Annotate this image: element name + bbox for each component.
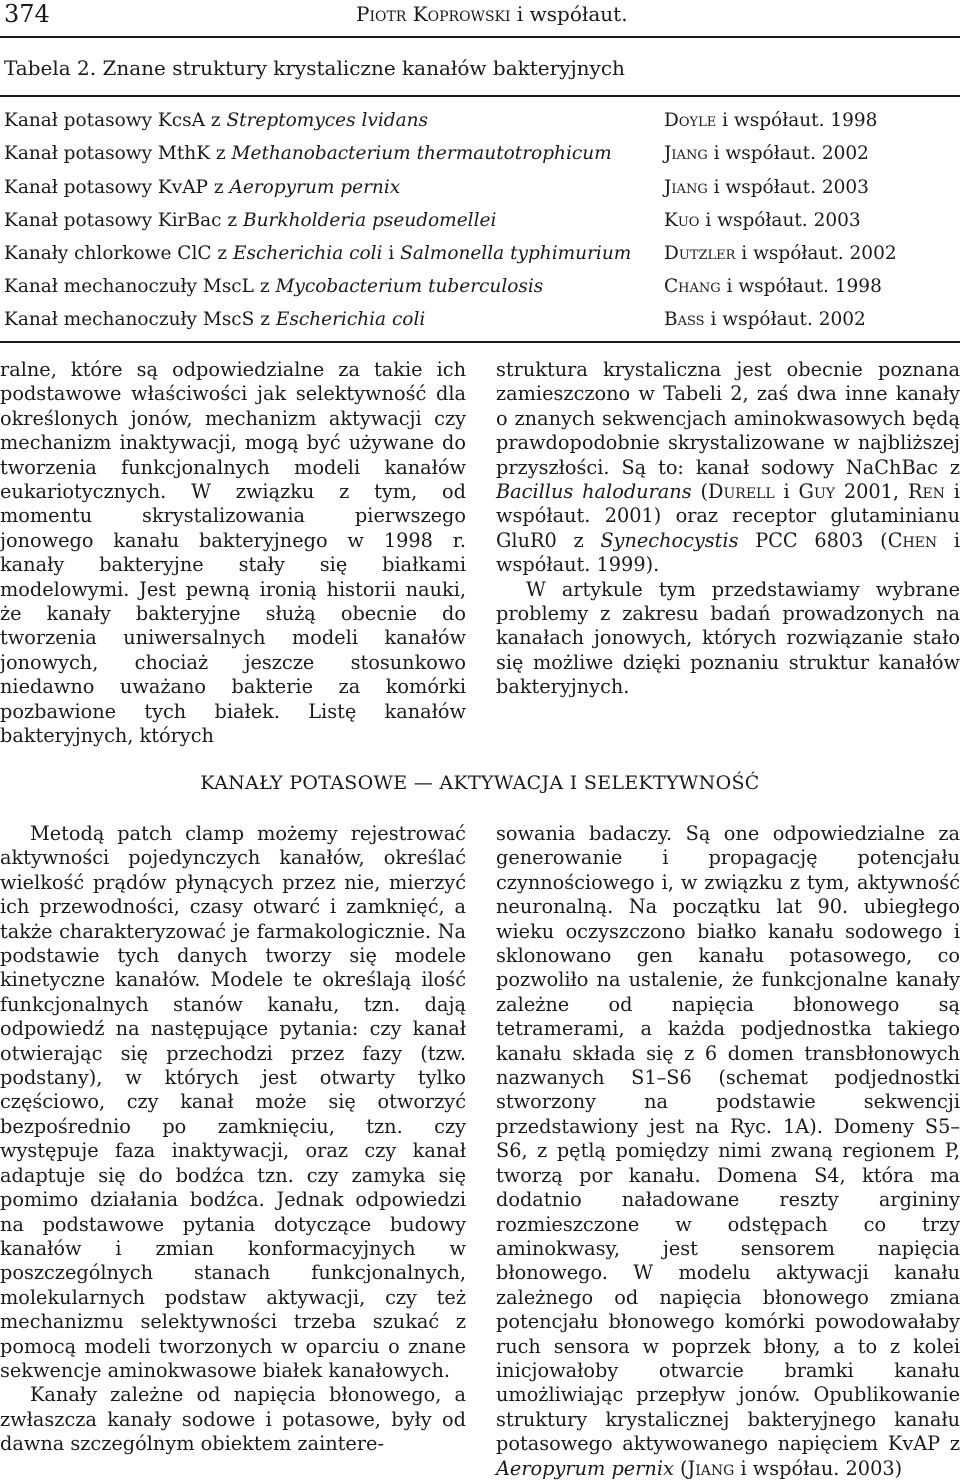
text-run: i współaut. 1999).	[496, 528, 960, 577]
species-name: Bacillus halodurans	[496, 480, 692, 504]
ref-author: Dutzler	[664, 243, 736, 264]
ref-author: Jiang	[664, 143, 708, 164]
channel-text: Kanał mechanoczuły MscL z	[4, 276, 276, 297]
species-name-second: Salmonella typhimurium	[400, 243, 632, 264]
ref-author: Jiang	[664, 177, 708, 198]
table-cell-channel	[4, 243, 631, 264]
lower-left-column	[0, 822, 466, 1457]
running-head	[356, 2, 628, 26]
ref-rest: i współaut. 2002	[735, 243, 897, 264]
text-run: i	[774, 480, 799, 504]
channel-text: Kanał potasowy KvAP z	[4, 177, 230, 198]
species-name: Aeropyrum pernix	[229, 177, 401, 198]
text-run: i współaut. 2001) oraz receptor glutaminianu GluR0 z	[496, 480, 960, 552]
ref-author: Bass	[664, 309, 705, 330]
table-cell-reference	[664, 309, 866, 330]
section-heading: KANAŁY POTASOWE — AKTYWACJA I SELEKTYWNOŚĆ	[200, 772, 760, 794]
ref-author: Durell	[708, 480, 775, 504]
table-caption: Tabela 2. Znane struktury krystaliczne kanałów bakteryjnych	[4, 56, 625, 80]
text-run: i współau. 2003)	[734, 1456, 903, 1480]
text-run: sowania badaczy. Są one odpowiedzialne za generowanie i propagację potencjału czynnościowego i, w związku z tym, aktywność neuronalną. Na początku lat 90. ubiegłego wieku oczyszczono białko kanału sodowego i sklonowano gen kanału potasowego, co pozwoliło na ustalenie, że funkcjonalne kanały zależne od napięcia błonowego są tetramerami, a każda podjednostka takiego kanału składa się z 6 domen transbłonowych nazwanych S1–S6 (schemat podjednostki stworzony na podstawie sekwencji przedstawiony jest na Ryc. 1A). Domeny S5–S6, z pętlą pomiędzy nimi zwaną regionem P, tworzą por kanału. Domena S4, która ma dodatnio naładowane reszty argininy rozmieszczone w odstępach co trzy aminokwasy, jest sensorem napięcia błonowego. W modelu aktywacji kanału zależnego od napięcia błonowego zmiana potencjału błonowego komórki powodowałaby ruch sensora w poprzek błony, a to z kolei inicjowałoby otwarcie bramki kanału umożliwiając przepływ jonów. Opublikowanie struktury krystalicznej bakteryjnego kanału potasowego aktywowanego napięciem KvAP z	[496, 822, 960, 1456]
channel-text: Kanały chlorkowe ClC z	[4, 243, 234, 264]
table-bottom-rule	[0, 341, 960, 343]
running-head-suffix: i współaut.	[510, 2, 628, 26]
text-run: PCC 6803 (	[738, 528, 888, 552]
table-cell-reference	[664, 110, 877, 131]
upper-right-column	[496, 358, 960, 700]
species-name: Mycobacterium tuberculosis	[275, 276, 544, 297]
channel-text: Kanał potasowy KirBac z	[4, 210, 243, 231]
table-top-rule	[0, 95, 960, 97]
ref-author: Chang	[664, 276, 721, 297]
ref-rest: i współaut. 2003	[707, 177, 869, 198]
ref-author: Jiang	[687, 1456, 735, 1480]
species-name: Aeropyrum pernix	[496, 1456, 674, 1480]
table-row	[4, 309, 960, 341]
table-cell-channel	[4, 110, 428, 131]
table-row	[4, 210, 960, 242]
table-cell-channel	[4, 177, 400, 198]
ref-author: Chen	[887, 528, 938, 552]
body-paragraph: Metodą patch clamp możemy rejestrować aktywności pojedynczych kanałów, określać wielkość prądów płynących przez nie, mierzyć ich przewodności, czasy otwarć i zamknięć, a także charakteryzować je farmakologicznie. Na podstawie tych danych tworzy się modele kinetyczne kanałów. Modele te określają ilość funkcjonalnych stanów kanału, tzn. dają odpowiedź na następujące pytania: czy kanał otwierając się przechodzi przez fazy (tzw. podstany), w których jest otwarty tylko częściowo, czy kanał może się otworzyć bezpośrednio po zamknięciu, tzn. czy występuje faza inaktywacji, oraz czy kanał adaptuje się do bodźca tzn. czy zamyka się pomimo działania bodźca. Jednak odpowiedzi na podstawowe pytania dotyczące budowy kanałów i zmian konformacyjnych w poszczególnych stanach funkcjonalnych, molekularnych podstaw aktywacji, czy też mechanizmu selektywności trzeba szukać z pomocą modeli tworzonych w oparciu o znane sekwencje aminokwasowe białek kanałowych.	[0, 822, 466, 1382]
running-head-author: Piotr Koprowski	[356, 2, 511, 26]
ref-author: Doyle	[664, 110, 717, 131]
lower-right-column	[496, 822, 960, 1481]
header-rule	[0, 36, 960, 38]
table-cell-reference	[664, 276, 882, 297]
page-number: 374	[4, 0, 50, 28]
ref-rest: i współaut. 1998	[720, 276, 882, 297]
text-run: 2001,	[835, 480, 908, 504]
table-cell-channel	[4, 309, 425, 330]
body-paragraph: ralne, które są odpowiedzialne za takie ich podstawowe właściwości jak selektywność dla określonych jonów, mechanizm aktywacji czy mechanizm inaktywacji, mogą być używane do tworzenia funkcjonalnych modeli kanałów eukariotycznych. W związku z tym, od momentu skrystalizowania pierwszego jonowego kanału bakteryjnego w 1998 r. kanały bakteryjne stały się białkami modelowymi. Jest pewną ironią historii nauki, że kanały bakteryjne służą obecnie do tworzenia uniwersalnych modeli kanałów jonowych, chociaż jeszcze stosunkowo niedawno uważano bakterie za komórki pozbawione tych białek. Listę kanałów bakteryjnych, których	[0, 358, 466, 748]
body-paragraph	[496, 822, 960, 1481]
species-name: Escherichia coli	[275, 309, 426, 330]
table-row	[4, 276, 960, 308]
table-cell-channel	[4, 210, 496, 231]
ref-author: Kuo	[664, 210, 700, 231]
ref-author: Guy	[798, 480, 835, 504]
body-paragraph	[496, 358, 960, 578]
species-name: Escherichia coli	[233, 243, 383, 264]
channel-text: Kanał mechanoczuły MscS z	[4, 309, 276, 330]
table-cell-reference	[664, 143, 869, 164]
species-name: Methanobacterium thermautotrophicum	[231, 143, 612, 164]
body-paragraph: Kanały zależne od napięcia błonowego, a zwłaszcza kanały sodowe i potasowe, były od dawna szczególnym obiektem zaintere-	[0, 1383, 466, 1456]
table-cell-channel	[4, 276, 543, 297]
text-run: (	[673, 1456, 688, 1480]
ref-rest: i współaut. 1998	[716, 110, 878, 131]
table-cell-channel	[4, 143, 612, 164]
channel-text-connector: i	[382, 243, 401, 264]
species-name: Burkholderia pseudomellei	[243, 210, 497, 231]
body-paragraph: W artykule tym przedstawiamy wybrane problemy z zakresu badań prowadzonych na kanałach jonowych, których rozwiązanie stało się możliwe dzięki poznaniu struktur kanałów bakteryjnych.	[496, 577, 960, 699]
ref-rest: i współaut. 2003	[699, 210, 861, 231]
channel-text: Kanał potasowy KcsA z	[4, 110, 227, 131]
table-row	[4, 243, 960, 275]
channel-text: Kanał potasowy MthK z	[4, 143, 232, 164]
table-row	[4, 110, 960, 142]
table-row	[4, 143, 960, 175]
species-name: Synechocystis	[600, 528, 739, 552]
ref-author: Ren	[907, 480, 945, 504]
table-cell-reference	[664, 243, 897, 264]
text-run: struktura krystaliczna jest obecnie poznana zamieszczono w Tabeli 2, zaś dwa inne kanały o znanych sekwencjach aminokwasowych będą prawdopodobnie skrystalizowane w najbliższej przyszłości. Są to: kanał sodowy NaChBac z	[496, 358, 960, 479]
table-cell-reference	[664, 177, 869, 198]
species-name: Streptomyces lvidans	[226, 110, 429, 131]
ref-rest: i współaut. 2002	[704, 309, 866, 330]
table-row	[4, 177, 960, 209]
ref-rest: i współaut. 2002	[707, 143, 869, 164]
table-cell-reference	[664, 210, 861, 231]
text-run: (	[691, 480, 709, 504]
upper-left-column	[0, 358, 466, 749]
